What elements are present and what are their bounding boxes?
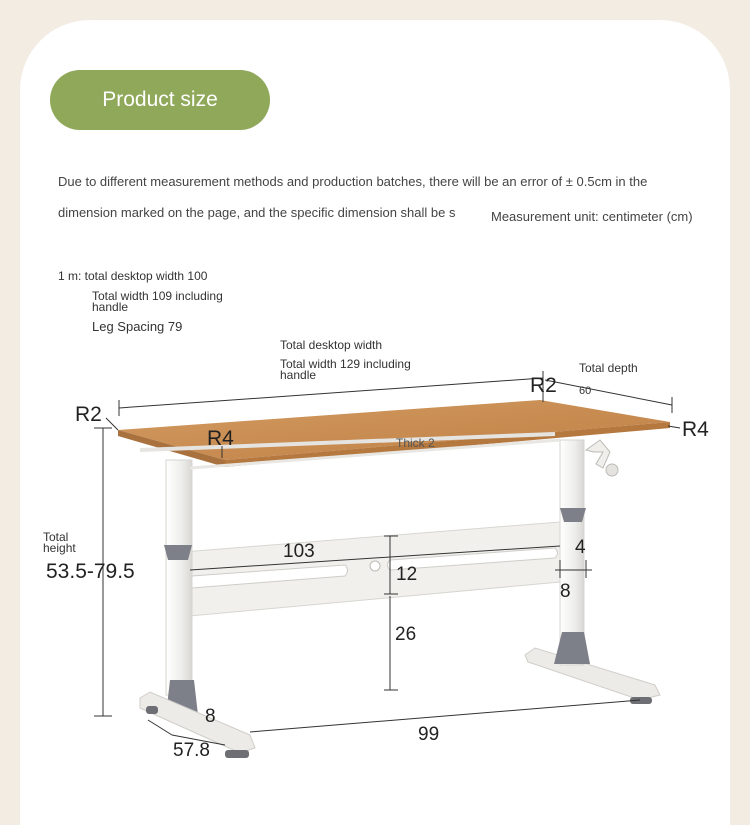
label-foot-spacing: 99	[418, 724, 440, 745]
foot-length-dim-line	[148, 720, 172, 735]
label-beam-height: 12	[396, 564, 418, 585]
label-height-range: 53.5-79.5	[46, 560, 135, 583]
label-r4-right: R4	[682, 418, 709, 441]
crank-handle	[586, 440, 618, 476]
leg-spacing: Leg Spacing 79	[92, 319, 183, 334]
width-including-handle: Total width 109 including handle	[92, 289, 223, 314]
measurement-unit: Measurement unit: centimeter (cm)	[491, 209, 693, 224]
label-desktop-width: Total desktop width	[280, 338, 383, 352]
label-total-width-handle: Total width 129 including handle	[280, 357, 411, 382]
width-dim-line	[119, 378, 543, 408]
label-r4-left: R4	[207, 427, 234, 450]
crossbeam	[183, 522, 560, 616]
label-r2-right: R2	[530, 374, 557, 397]
label-r2-left: R2	[75, 403, 102, 426]
label-thickness: Thick 2	[396, 436, 435, 450]
label-depth-value: 60	[579, 385, 592, 397]
label-foot-length: 57.8	[173, 740, 210, 761]
label-beam-gap: 4	[575, 537, 586, 558]
label-foot-width: 8	[205, 706, 216, 727]
label-beam-to-floor: 26	[395, 624, 417, 645]
section-title: Product size	[50, 70, 270, 130]
disclaimer-line-2: dimension marked on the page, and the specific dimension shall be s	[58, 205, 456, 220]
right-foot	[525, 648, 660, 704]
foot-spacing-dim-line	[250, 700, 640, 732]
label-total-depth: Total depth	[579, 361, 638, 375]
label-beam-length: 103	[283, 541, 315, 562]
model-desktop-width: 1 m: total desktop width 100	[58, 269, 208, 283]
desktop	[118, 400, 670, 468]
depth-dim-line	[545, 380, 672, 405]
disclaimer-line-1: Due to different measurement methods and production batches, there will be an error of ± 0.5cm in the	[58, 174, 648, 189]
label-total-height: Total height	[43, 530, 76, 555]
label-leg-width: 8	[560, 581, 571, 602]
